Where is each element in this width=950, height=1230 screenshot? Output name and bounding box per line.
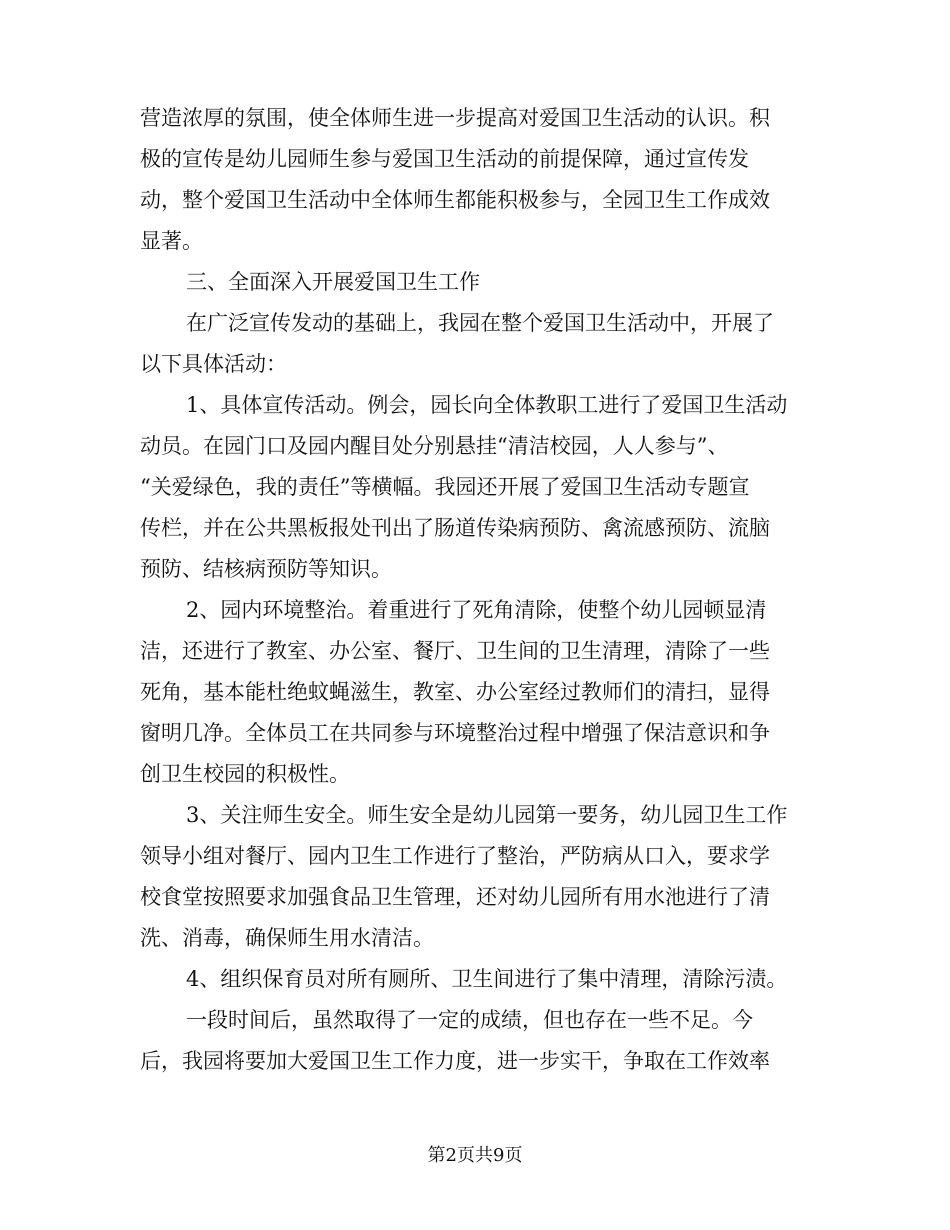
text-line: 动，整个爱国卫生活动中全体师生都能积极参与，全园卫生工作成效 (140, 188, 770, 212)
text-line: 窗明几净。全体员工在共同参与环境整治过程中增强了保洁意识和争 (140, 721, 770, 745)
text-line: 营造浓厚的氛围，使全体师生进一步提高对爱国卫生活动的认识。积 (140, 106, 770, 130)
text-line: 传栏，并在公共黑板报处刊出了肠道传染病预防、禽流感预防、流脑 (140, 516, 770, 540)
list-item-2-start: 2、园内环境整治。着重进行了死角清除，使整个幼儿园顿显清 (186, 598, 767, 622)
text-line: 动员。在园门口及园内醒目处分别悬挂“清洁校园，人人参与”、 (140, 434, 729, 458)
text-line: 领导小组对餐厅、园内卫生工作进行了整治，严防病从口入，要求学 (140, 844, 770, 868)
text-line: 显著。 (140, 229, 203, 253)
list-item-4: 4、组织保育员对所有厕所、卫生间进行了集中清理，清除污渍。 (186, 967, 788, 991)
text-line: 后，我园将要加大爱国卫生工作力度，进一步实干，争取在工作效率 (140, 1049, 770, 1073)
list-item-3-start: 3、关注师生安全。师生安全是幼儿园第一要务，幼儿园卫生工作 (186, 803, 788, 827)
page-number: 第2页共9页 (427, 1145, 523, 1166)
text-line: 洁，还进行了教室、办公室、餐厅、卫生间的卫生清理，清除了一些 (140, 639, 770, 663)
paragraph-start-line: 在广泛宣传发动的基础上，我园在整个爱国卫生活动中，开展了 (186, 311, 774, 335)
paragraph-start-line: 一段时间后，虽然取得了一定的成绩，但也存在一些不足。今 (186, 1008, 753, 1032)
list-item-1-start: 1、具体宣传活动。例会，园长向全体教职工进行了爱国卫生活动 (186, 393, 788, 417)
text-line: 校食堂按照要求加强食品卫生管理，还对幼儿园所有用水池进行了清 (140, 885, 770, 909)
text-line: 洗、消毒，确保师生用水清洁。 (140, 926, 434, 950)
text-line: 极的宣传是幼儿园师生参与爱国卫生活动的前提保障，通过宣传发 (140, 147, 749, 171)
text-line: 预防、结核病预防等知识。 (140, 557, 392, 581)
text-line: “关爱绿色，我的责任”等横幅。我园还开展了爱国卫生活动专题宣 (140, 475, 750, 499)
section-heading: 三、全面深入开展爱国卫生工作 (186, 270, 480, 294)
text-line: 以下具体活动： (140, 352, 287, 376)
text-line: 死角，基本能杜绝蚊蝇滋生，教室、办公室经过教师们的清扫，显得 (140, 680, 770, 704)
text-line: 创卫生校园的积极性。 (140, 762, 350, 786)
